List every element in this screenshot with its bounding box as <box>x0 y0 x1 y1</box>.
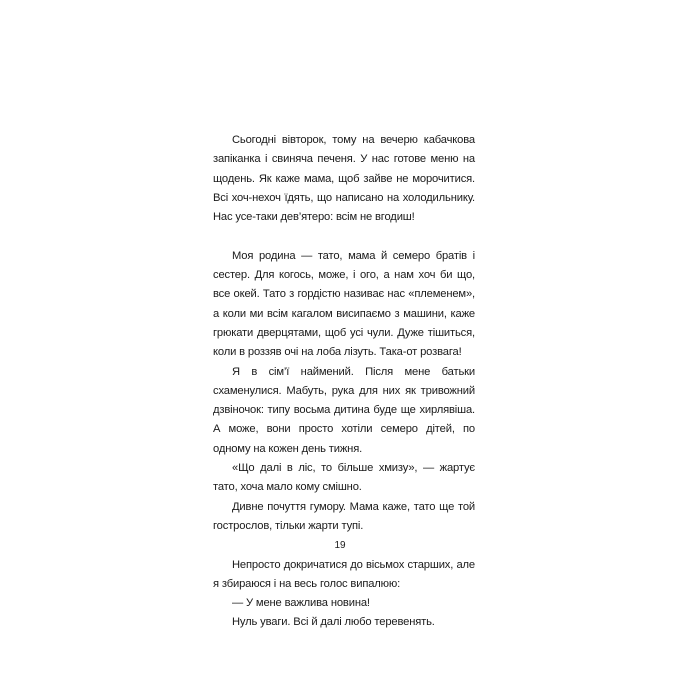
body-text <box>213 131 475 633</box>
page-number: 19 <box>334 540 346 551</box>
paragraph-4: «Що далі в ліс, то більше хмизу», — жартує тато, хоча мало кому смішно. <box>213 462 475 494</box>
paragraph-1: Сьогодні вівторок, тому на вечерю кабачкова запіканка і свиняча печеня. У нас готове меню на щодень. Як каже мама, щоб зайве не морочитися. Всі хоч-нехоч їдять, що написано на холодильнику. Нас усе-таки дев’ятеро: всім не вгодиш! <box>213 134 475 224</box>
paragraph-3: Я в сім’ї наймений. Після мене батьки схаменулися. Мабуть, рука для них як тривожний дзвіночок: типу восьма дитина буде ще хирлявіша. А може, вони просто хотіли семеро дітей, по одному на кожен день тижня. <box>213 365 475 455</box>
paragraph-2: Моя родина — тато, мама й семеро братів і сестер. Для когось, може, і ого, а нам хоч би що, все окей. Тато з гордістю називає нас «племенем», а коли ми всім кагалом висипаємо з машини, каже грюкати дверцятами, щоб усі чули. Дуже тішиться, коли в роззяв очі на лоба лізуть. Така-от розвага! <box>213 249 475 359</box>
paragraph-7: — У мене важлива новина! <box>232 597 370 610</box>
paragraph-5: Дивне почуття гумору. Мама каже, тато ще той гострослов, тільки жарти тупі. <box>213 500 475 532</box>
paragraph-6: Непросто докричатися до вісьмох старших, але я збираюся і на весь голос випалюю: <box>213 558 475 590</box>
paragraph-gap <box>213 227 475 246</box>
paragraph-8: Нуль уваги. Всі й далі любо теревенять. <box>232 616 435 629</box>
